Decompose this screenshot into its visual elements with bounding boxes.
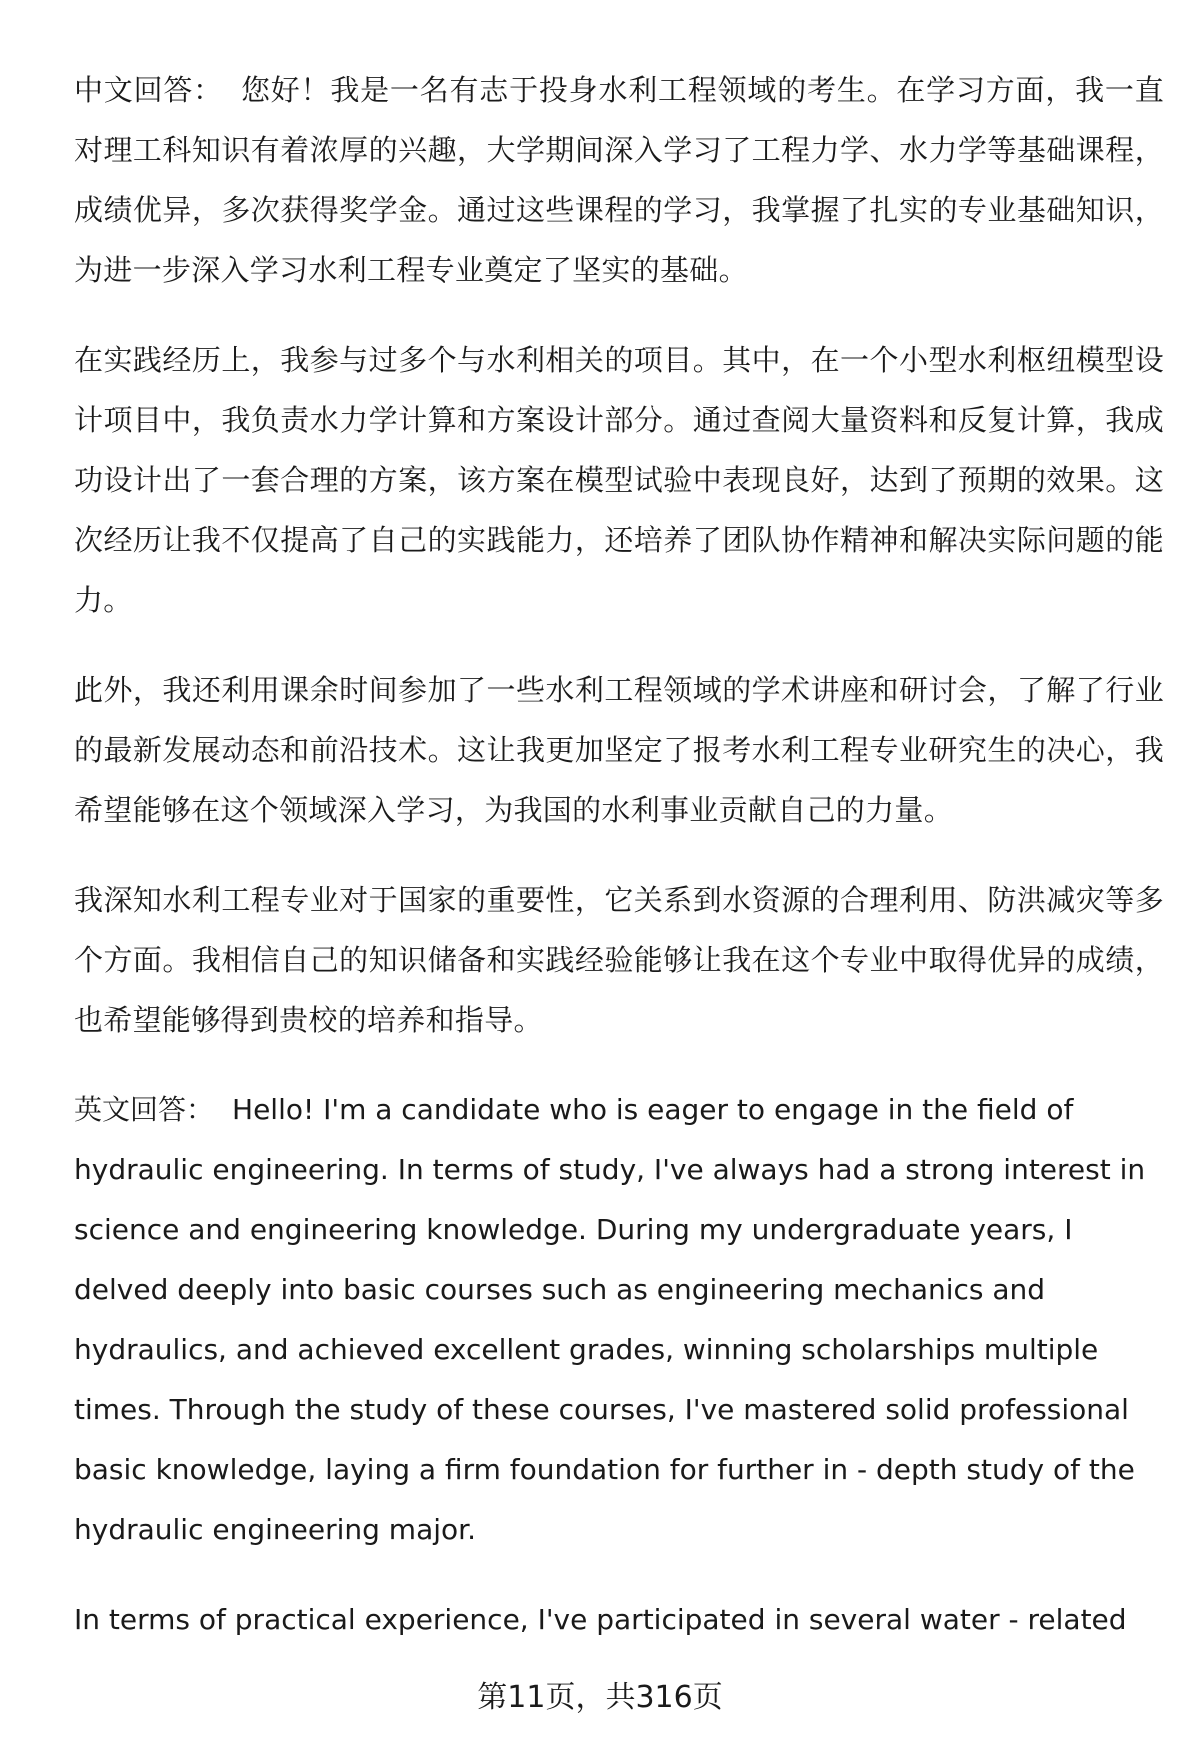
en-paragraph-1-text: Hello! I'm a candidate who is eager to engage in the field of hydraulic engineering. In terms of study, I've always had a strong interest in science and engineering knowledge. During my undergraduate years, I delved deeply into basic courses such as engineering mechanics and hydraulics, and achieved excellent grades, winning scholarships multiple times. Through the study of these courses, I've mastered solid professional basic knowledge, laying a firm foundation for further in - depth study of the hydraulic engineering major. xyxy=(74,1093,1146,1546)
en-paragraph-1 xyxy=(74,1080,1164,1560)
en-paragraph-2: In terms of practical experience, I've participated in several water - related xyxy=(74,1603,1127,1636)
cn-paragraph-2: 在实践经历上，我参与过多个与水利相关的项目。其中，在一个小型水利枢纽模型设计项目中，我负责水力学计算和方案设计部分。通过查阅大量资料和反复计算，我成功设计出了一套合理的方案，该方案在模型试验中表现良好，达到了预期的效果。这次经历让我不仅提高了自己的实践能力，还培养了团队协作精神和解决实际问题的能力。 xyxy=(74,343,1164,617)
cn-answer-label: 中文回答： xyxy=(74,73,223,107)
document-body xyxy=(74,60,1164,1680)
cn-paragraph-3: 此外，我还利用课余时间参加了一些水利工程领域的学术讲座和研讨会，了解了行业的最新发展动态和前沿技术。这让我更加坚定了报考水利工程专业研究生的决心，我希望能够在这个领域深入学习，为我国的水利事业贡献自己的力量。 xyxy=(74,673,1164,827)
cn-paragraph-4: 我深知水利工程专业对于国家的重要性，它关系到水资源的合理利用、防洪减灾等多个方面。我相信自己的知识储备和实践经验能够让我在这个专业中取得优异的成绩，也希望能够得到贵校的培养和指导。 xyxy=(74,883,1164,1037)
en-answer-label: 英文回答： xyxy=(74,1093,215,1126)
cn-paragraph-1 xyxy=(74,60,1164,300)
page-indicator: 第11页，共316页 xyxy=(477,1680,723,1715)
cn-paragraph-1-text: 您好！我是一名有志于投身水利工程领域的考生。在学习方面，我一直对理工科知识有着浓厚的兴趣，大学期间深入学习了工程力学、水力学等基础课程，成绩优异，多次获得奖学金。通过这些课程的学习，我掌握了扎实的专业基础知识，为进一步深入学习水利工程专业奠定了坚实的基础。 xyxy=(74,73,1164,287)
